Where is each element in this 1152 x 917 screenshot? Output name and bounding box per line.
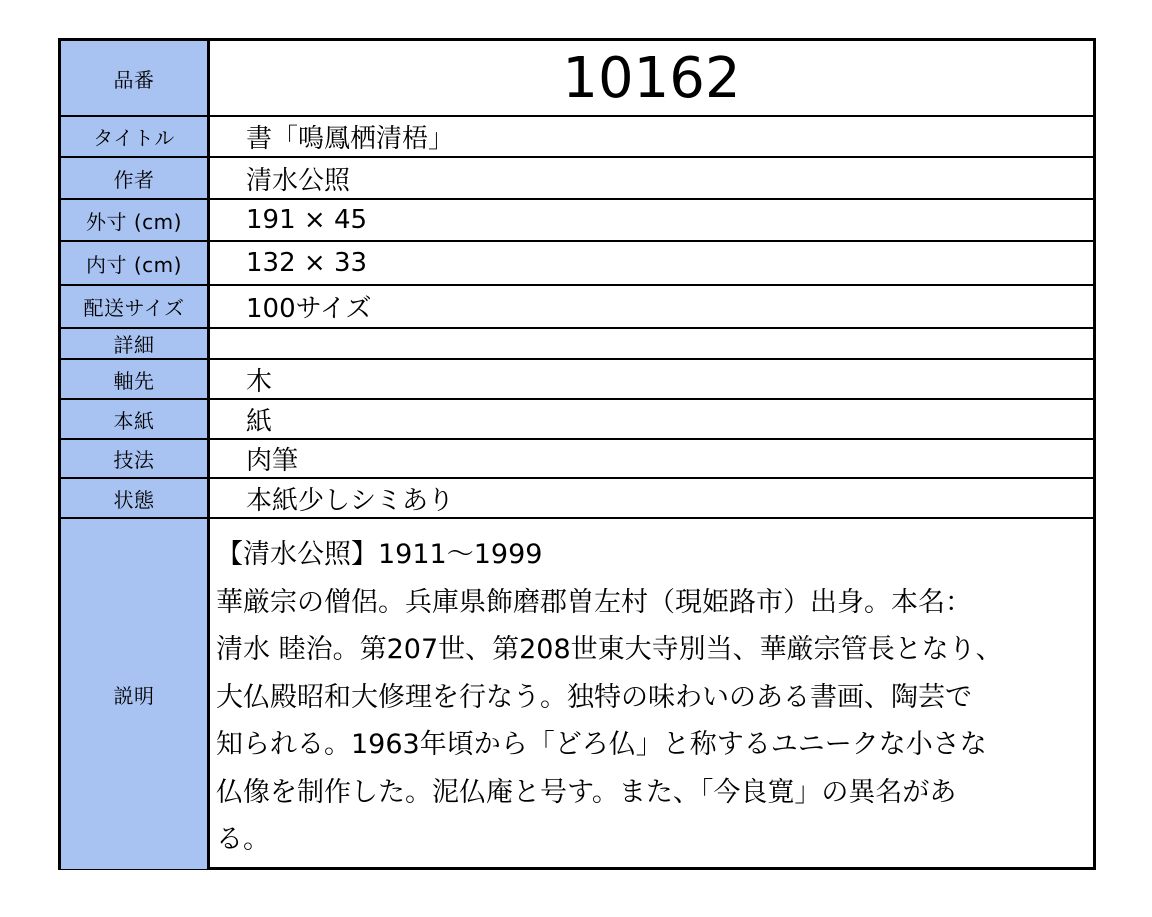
description-line: 華厳宗の僧侶。兵庫県飾磨郡曽左村（現姫路市）出身。本名： [216, 586, 972, 618]
main-paper-label: 本紙 [61, 400, 210, 438]
item-number-value: 10162 [562, 45, 741, 111]
technique-value: 肉筆 [246, 446, 299, 476]
outer-size-label: 外寸 (cm) [61, 200, 210, 240]
row-title [61, 115, 1093, 156]
row-outer-size [61, 198, 1093, 240]
row-description [61, 517, 1093, 869]
description-line: 【清水公照】1911〜1999 [216, 539, 543, 570]
item-number-label: 品番 [61, 41, 210, 115]
author-label: 作者 [61, 158, 210, 198]
roller-end-value: 木 [246, 366, 273, 397]
shipping-size-label: 配送サイズ [61, 286, 210, 327]
details-value [210, 329, 1093, 358]
outer-size-value: 191 × 45 [246, 205, 368, 235]
condition-value: 本紙少しシミあり [246, 485, 455, 516]
product-info-table [58, 38, 1096, 870]
shipping-size-value: 100サイズ [246, 294, 372, 324]
description-line: 仏像を制作した。泥仏庵と号す。また、「今良寛」の異名があ [216, 776, 957, 808]
description-line: 清水 睦治。第207世、第208世東大寺別当、華厳宗管長となり、 [216, 634, 1003, 665]
title-value: 書「鳴鳳栖清梧」 [246, 124, 455, 154]
description-line: 知られる。1963年頃から「どろ仏」と称するユニークな小さな [216, 729, 987, 760]
main-paper-value: 紙 [246, 406, 273, 437]
condition-label: 状態 [61, 479, 210, 517]
row-technique [61, 438, 1093, 477]
roller-end-label: 軸先 [61, 360, 210, 398]
row-roller-end [61, 358, 1093, 398]
description-line: 大仏殿昭和大修理を行なう。独特の味わいのある書画、陶芸で [216, 681, 972, 713]
row-main-paper [61, 398, 1093, 438]
inner-size-label: 内寸 (cm) [61, 242, 210, 284]
row-condition [61, 477, 1093, 517]
description-text [210, 519, 1093, 869]
row-author [61, 156, 1093, 198]
row-item-number [61, 41, 1093, 115]
author-value: 清水公照 [246, 165, 351, 196]
row-details [61, 327, 1093, 358]
row-shipping-size [61, 284, 1093, 327]
inner-size-value: 132 × 33 [246, 248, 368, 278]
technique-label: 技法 [61, 440, 210, 477]
row-inner-size [61, 240, 1093, 284]
description-label: 説明 [61, 519, 210, 869]
title-label: タイトル [61, 117, 210, 156]
details-label: 詳細 [61, 329, 210, 358]
description-line: る。 [216, 824, 270, 855]
